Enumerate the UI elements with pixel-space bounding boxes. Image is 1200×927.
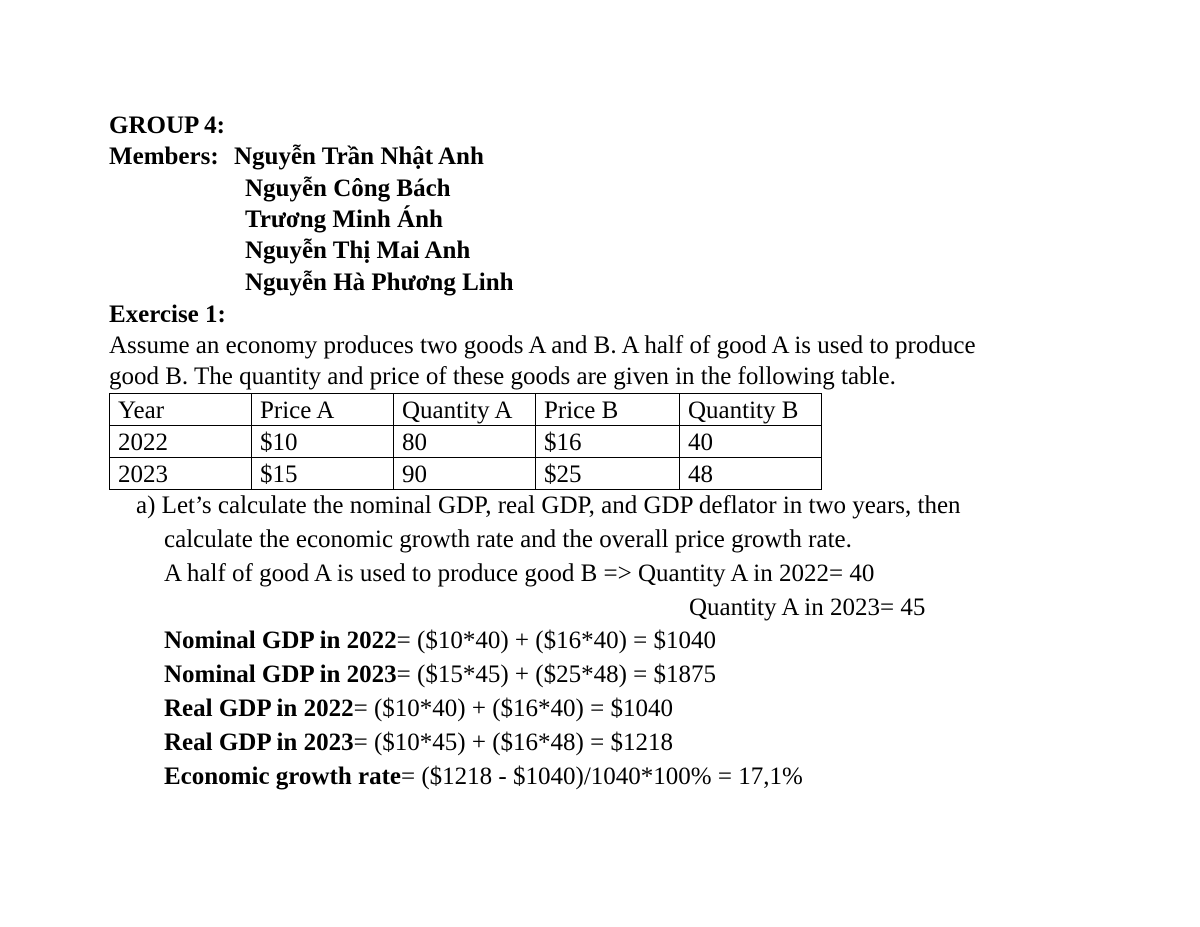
calculation-line: [164, 761, 803, 792]
calculation-line: [164, 659, 716, 690]
calculation-label: Real GDP in 2023: [164, 729, 354, 756]
table-cell: $15: [252, 458, 394, 490]
member-name: Nguyễn Trần Nhật Anh: [234, 143, 484, 170]
group-title: GROUP 4:: [109, 112, 225, 139]
table-header-cell: Year: [110, 394, 252, 426]
table-header-cell: Price B: [536, 394, 680, 426]
table-cell: 2023: [110, 458, 252, 490]
member-name: Trương Minh Ánh: [245, 206, 443, 233]
calculation-expression: = ($15*45) + ($25*48) = $1875: [396, 661, 717, 688]
calculation-line: [164, 625, 716, 656]
table-cell: 40: [680, 426, 822, 458]
table-header-cell: Quantity A: [394, 394, 536, 426]
members-label: Members:: [109, 143, 219, 170]
part-a-line: A half of good A is used to produce good B => Quantity A in 2022= 40: [164, 560, 875, 587]
table-cell: $25: [536, 458, 680, 490]
table-cell: 48: [680, 458, 822, 490]
exercise-intro-line: good B. The quantity and price of these goods are given in the following table.: [109, 363, 896, 390]
exercise-title: Exercise 1:: [109, 301, 226, 328]
member-name: Nguyễn Công Bách: [245, 175, 451, 202]
calculation-label: Nominal GDP in 2023: [164, 661, 397, 688]
table-header-cell: Quantity B: [680, 394, 822, 426]
table-cell: $10: [252, 426, 394, 458]
part-a-line: a) Let’s calculate the nominal GDP, real GDP, and GDP deflator in two years, then: [136, 492, 961, 519]
calculation-label: Real GDP in 2022: [164, 695, 354, 722]
table-header-cell: Price A: [252, 394, 394, 426]
table-cell: 90: [394, 458, 536, 490]
part-a-line: Quantity A in 2023= 45: [689, 594, 926, 621]
table-row: [110, 458, 822, 490]
table-cell: 80: [394, 426, 536, 458]
goods-table: [109, 393, 822, 490]
calculation-label: Nominal GDP in 2022: [164, 627, 397, 654]
calculation-expression: = ($10*40) + ($16*40) = $1040: [396, 627, 717, 654]
table-cell: 2022: [110, 426, 252, 458]
calculation-expression: = ($1218 - $1040)/1040*100% = 17,1%: [401, 763, 803, 790]
exercise-intro-line: Assume an economy produces two goods A and B. A half of good A is used to produce: [109, 332, 976, 359]
part-a-line: calculate the economic growth rate and the overall price growth rate.: [164, 526, 852, 553]
calculation-expression: = ($10*45) + ($16*48) = $1218: [353, 729, 673, 756]
calculation-line: [164, 727, 673, 758]
member-name: Nguyễn Hà Phương Linh: [245, 269, 514, 296]
table-row: [110, 426, 822, 458]
member-name: Nguyễn Thị Mai Anh: [245, 237, 471, 264]
table-cell: $16: [536, 426, 680, 458]
calculation-label: Economic growth rate: [164, 763, 401, 790]
calculation-line: [164, 693, 673, 724]
calculation-expression: = ($10*40) + ($16*40) = $1040: [353, 695, 673, 722]
table-header-row: [110, 394, 822, 426]
